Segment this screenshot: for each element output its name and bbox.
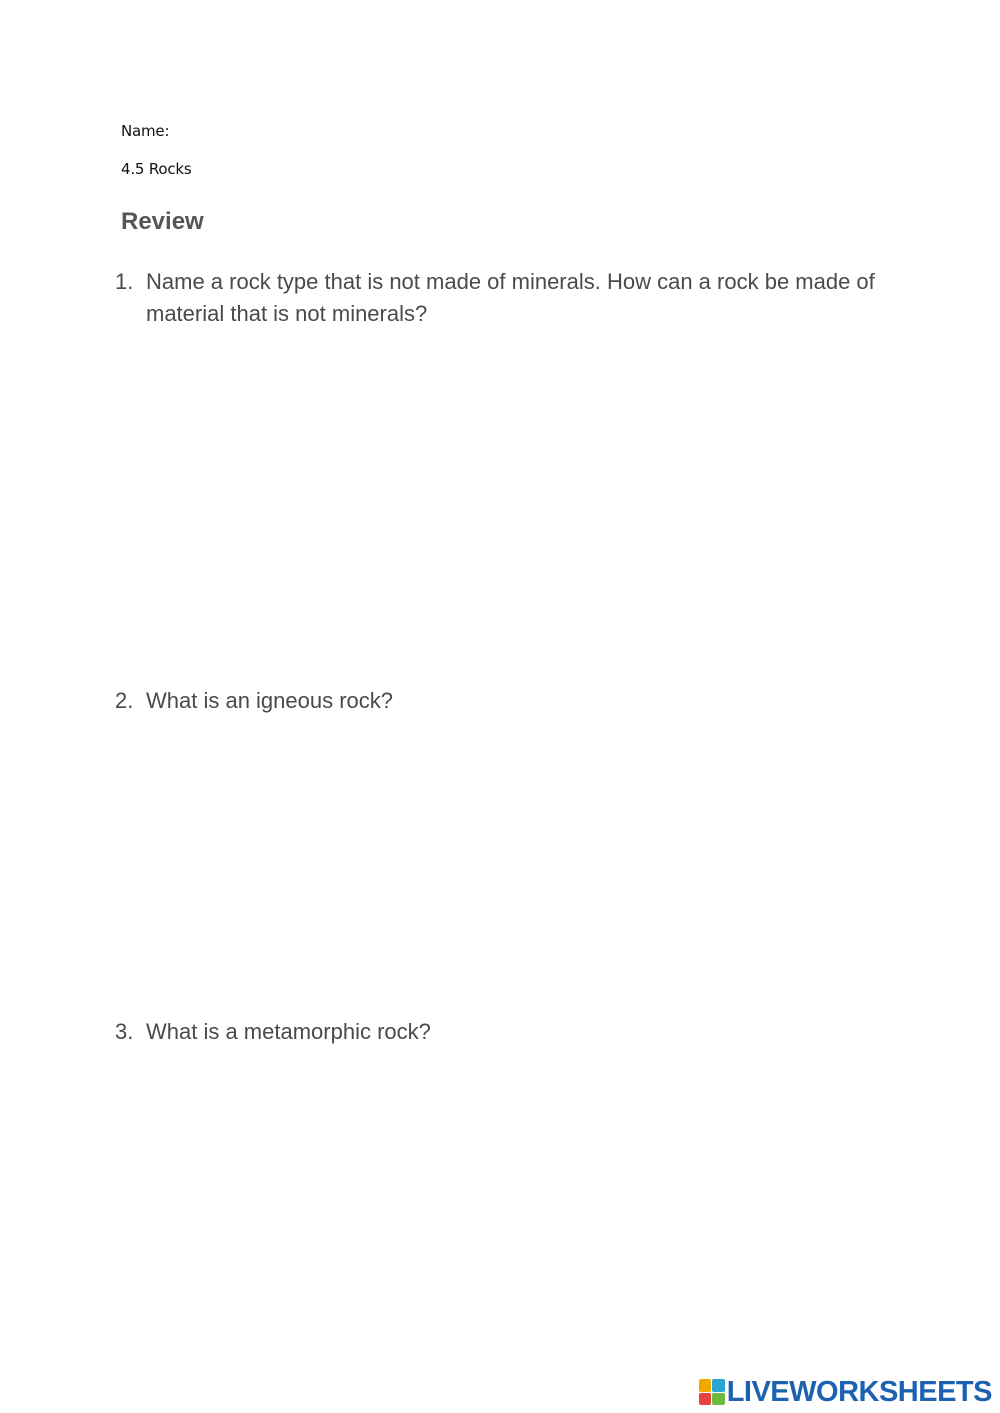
question-number: 1. — [115, 269, 134, 294]
question-number: 2. — [115, 688, 134, 713]
liveworksheets-logo-icon — [699, 1379, 725, 1405]
question-text: What is a metamorphic rock? — [146, 1019, 431, 1044]
question-item — [115, 266, 895, 330]
liveworksheets-watermark — [699, 1377, 992, 1407]
question-number: 3. — [115, 1019, 134, 1044]
question-text: What is an igneous rock? — [146, 688, 394, 713]
worksheet-subtitle: 4.5 Rocks — [121, 160, 192, 178]
question-item — [115, 685, 895, 717]
watermark-text: LIVEWORKSHEETS — [726, 1375, 992, 1408]
question-text: Name a rock type that is not made of minerals. How can a rock be made of material that is not minerals? — [146, 269, 875, 326]
question-item — [115, 1016, 895, 1048]
name-label: Name: — [121, 122, 170, 140]
section-title: Review — [121, 208, 204, 235]
